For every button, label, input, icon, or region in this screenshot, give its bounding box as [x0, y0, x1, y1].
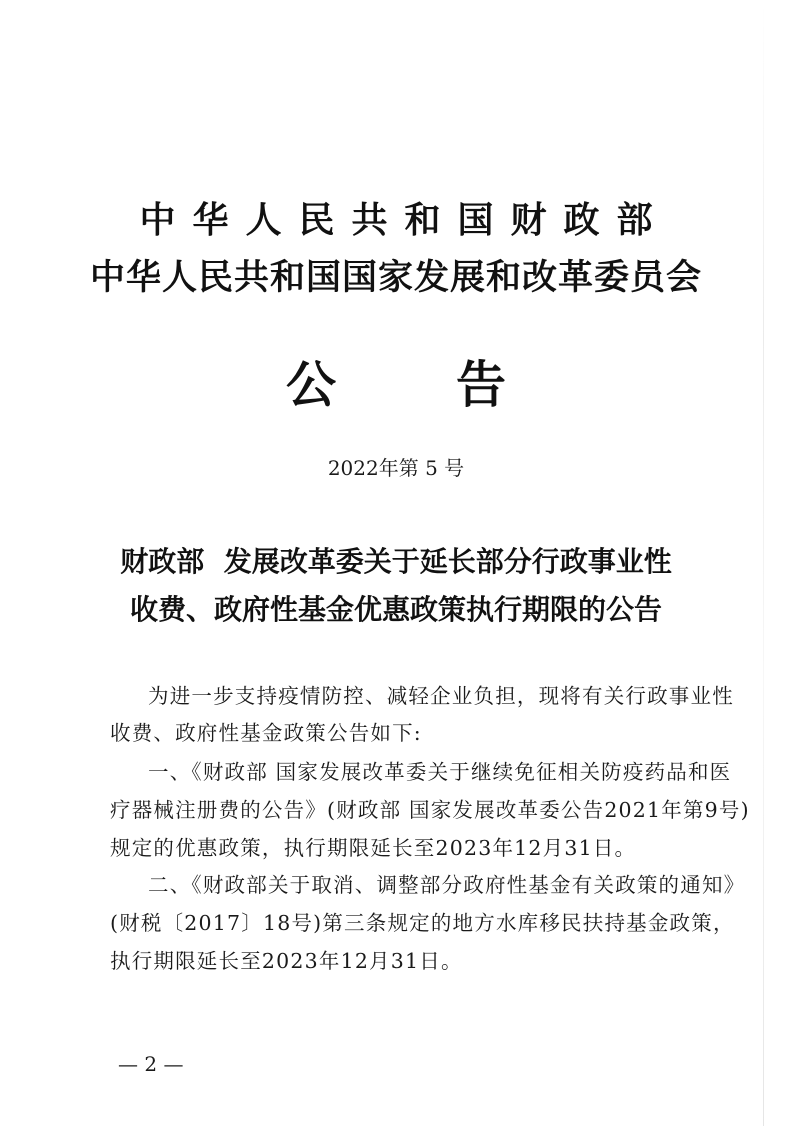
announcement-title-line-1: 财政部 发展改革委关于延长部分行政事业性: [120, 545, 672, 578]
body-item-1-line-1: 一、《财政部 国家发展改革委关于继续免征相关防疫药品和医: [148, 760, 732, 784]
body-paragraph-1-line-1: 为进一步支持疫情防控、减轻企业负担，现将有关行政事业性: [148, 684, 734, 708]
page-number: — 2 —: [118, 1052, 184, 1076]
body-item-1-line-3: 规定的优惠政策，执行期限延长至2023年12月31日。: [110, 836, 637, 860]
document-number: 2022年第 5 号: [327, 456, 465, 480]
body-item-2-line-2: (财税〔2017〕18号)第三条规定的地方水库移民扶持基金政策，: [110, 911, 735, 935]
body-item-2-line-1: 二、《财政部关于取消、调整部分政府性基金有关政策的通知》: [148, 873, 746, 897]
announcement-title-line-2: 收费、政府性基金优惠政策执行期限的公告: [129, 593, 662, 626]
document-type-heading: 公告: [286, 356, 626, 414]
body-item-2-line-3: 执行期限延长至2023年12月31日。: [110, 949, 463, 973]
issuer-ndrc: 中华人民共和国国家发展和改革委员会: [89, 258, 702, 298]
body-paragraph-1-line-2: 收费、政府性基金政策公告如下:: [110, 721, 422, 745]
issuer-ministry-of-finance: 中华人民共和国财政部: [139, 200, 670, 241]
body-item-1-line-2: 疗器械注册费的公告》(财政部 国家发展改革委公告2021年第9号): [110, 798, 750, 822]
